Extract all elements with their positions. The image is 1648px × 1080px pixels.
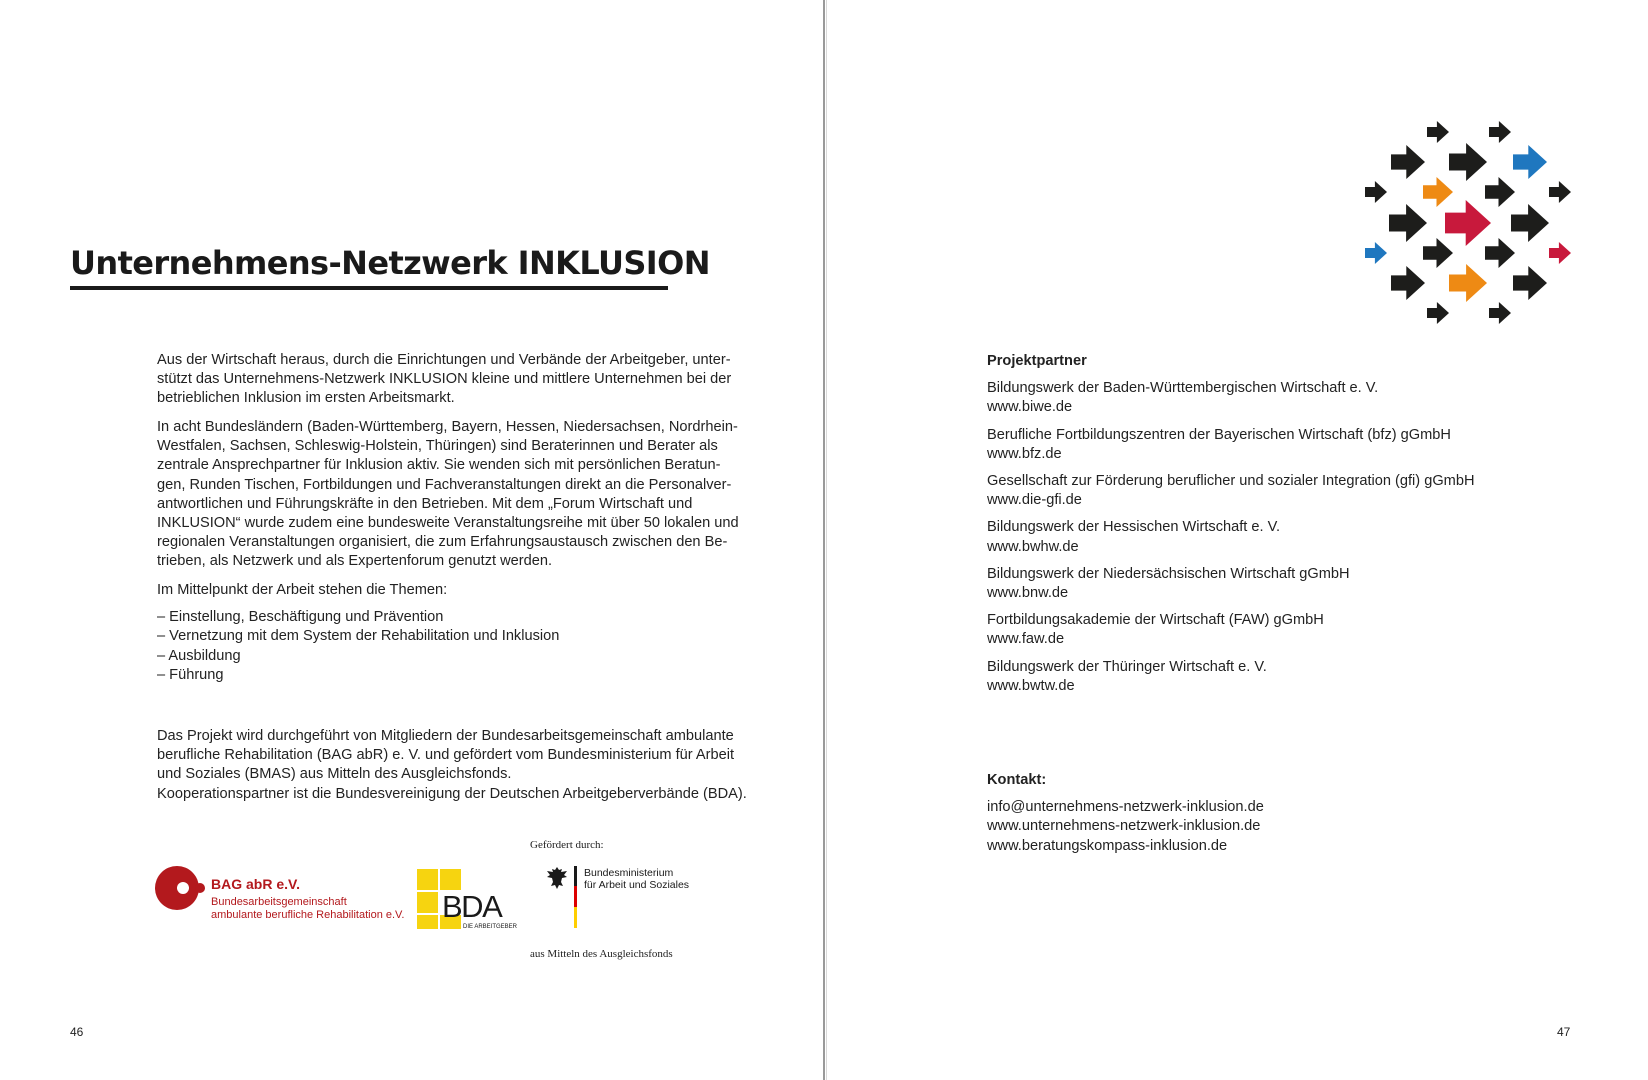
contact-website[interactable]: www.unternehmens-netzwerk-inklusion.de [987, 818, 1261, 835]
text-line: berufliche Rehabilitation (BAG abR) e. V. und gefördert vom Bundesministerium für Arbeit [157, 747, 735, 764]
arrow-icon [1365, 181, 1387, 203]
text-line: Aus der Wirtschaft heraus, durch die Einrichtungen und Verbände der Arbeitgeber, unter- [157, 352, 731, 368]
flag-stripe-black [574, 866, 577, 886]
bag-abr-logo [155, 866, 405, 926]
bmas-logo [546, 866, 706, 932]
page-number-left: 46 [70, 1025, 84, 1039]
fund-note: aus Mitteln des Ausgleichsfonds [530, 948, 673, 960]
federal-eagle-icon [546, 866, 568, 890]
text-line: INKLUSION“ wurde zudem eine bundesweite Veranstaltungsreihe mit über 50 lokalen und [157, 515, 739, 532]
bag-circle-icon [155, 866, 207, 918]
list-item: – Führung [157, 666, 224, 683]
text-line: zentrale Ansprechpartner für Inklusion aktiv. Sie wenden sich mit persönlichen Beratun- [157, 457, 721, 474]
partner-item [987, 611, 1547, 649]
partner-url[interactable]: www.bnw.de [987, 585, 1069, 602]
text-line: betrieblichen Inklusion im ersten Arbeitsmarkt. [157, 390, 455, 407]
partners-section [987, 352, 1547, 696]
partner-item [987, 658, 1547, 696]
network-arrows-logo [1360, 120, 1590, 340]
arrow-icon [1489, 121, 1511, 143]
contact-email[interactable]: info@unternehmens-netzwerk-inklusion.de [987, 799, 1264, 816]
arrow-icon [1511, 204, 1549, 242]
bda-logo [417, 869, 518, 931]
partner-url[interactable]: www.bwtw.de [987, 677, 1075, 694]
page-gutter [823, 0, 825, 1080]
intro-paragraph [157, 351, 757, 409]
arrow-icon [1549, 242, 1571, 264]
text-line: Kooperationspartner ist die Bundesvereinigung der Deutschen Arbeitgeberverbände (BDA). [157, 785, 747, 802]
arrow-icon [1449, 143, 1487, 181]
partner-item [987, 518, 1547, 556]
arrow-icon [1427, 121, 1449, 143]
partner-url[interactable]: www.biwe.de [987, 399, 1073, 416]
text-line: stützt das Unternehmens-Netzwerk INKLUSION kleine und mittlere Unternehmen bei der [157, 371, 732, 388]
text-line: antwortlichen und Führungskräfte in den Betrieben. Mit dem „Forum Wirtschaft und [157, 495, 693, 512]
arrow-icon [1389, 204, 1427, 242]
contact-heading: Kontakt: [987, 772, 1047, 788]
arrow-icon [1489, 302, 1511, 324]
arrow-icon [1391, 145, 1425, 179]
text-line: trieben, als Netzwerk und als Expertenforum genutzt werden. [157, 553, 553, 570]
arrow-icon [1485, 238, 1515, 268]
arrow-icon [1513, 145, 1547, 179]
partner-name: Berufliche Fortbildungszentren der Bayerischen Wirtschaft (bfz) gGmbH [987, 426, 1451, 443]
page-title: Unternehmens-Netzwerk INKLUSION [70, 244, 710, 282]
partner-name: Gesellschaft zur Förderung beruflicher und sozialer Integration (gfi) gGmbH [987, 473, 1475, 490]
partner-item [987, 472, 1547, 510]
bda-logo-name: BDA [442, 889, 502, 924]
arrow-icon [1485, 177, 1515, 207]
partner-url[interactable]: www.faw.de [987, 631, 1065, 648]
partner-name: Bildungswerk der Hessischen Wirtschaft e. V. [987, 519, 1281, 536]
text-line: gen, Runden Tischen, Fortbildungen und Fachveranstaltungen direkt an die Personalver- [157, 476, 732, 493]
contact-section [987, 771, 1547, 856]
topics-list [157, 608, 757, 685]
flag-stripe-gold [574, 907, 577, 928]
arrow-icon [1445, 200, 1491, 246]
partner-name: Bildungswerk der Thüringer Wirtschaft e. V. [987, 658, 1267, 675]
partner-item [987, 426, 1547, 464]
list-item: – Einstellung, Beschäftigung und Prävention [157, 609, 444, 626]
funded-by-label: Gefördert durch: [530, 839, 604, 851]
partner-item [987, 565, 1547, 603]
bag-logo-subtitle: Bundesarbeitsgemeinschaft ambulante berufliche Rehabilitation e.V. [211, 896, 405, 921]
arrow-icon [1391, 266, 1425, 300]
partner-item [987, 379, 1547, 417]
bmas-logo-text: Bundesministerium für Arbeit und Soziales [584, 867, 690, 891]
partner-name: Bildungswerk der Baden-Württembergischen Wirtschaft e. V. [987, 380, 1379, 397]
flag-stripe-red [574, 886, 577, 907]
arrow-icon [1513, 266, 1547, 300]
text-line: Das Projekt wird durchgeführt von Mitgliedern der Bundesarbeitsgemeinschaft ambulante [157, 728, 734, 744]
contact-list [987, 798, 1547, 856]
bda-logo-subtitle: DIE ARBEITGEBER [463, 924, 518, 930]
text-line: regionalen Veranstaltungen organisiert, die zum Erfahrungsaustausch zwischen den Be- [157, 534, 728, 551]
partner-url[interactable]: www.bfz.de [987, 445, 1062, 462]
arrow-icon [1549, 181, 1571, 203]
text-line: und Soziales (BMAS) aus Mitteln des Ausgleichsfonds. [157, 766, 512, 783]
bag-logo-name: BAG abR e.V. [211, 876, 300, 892]
topics-intro: Im Mittelpunkt der Arbeit stehen die Themen: [157, 582, 448, 598]
partner-name: Bildungswerk der Niedersächsischen Wirtschaft gGmbH [987, 565, 1350, 582]
arrow-icon [1365, 242, 1387, 264]
topics-section [157, 581, 757, 685]
partner-name: Fortbildungsakademie der Wirtschaft (FAW) gGmbH [987, 612, 1324, 629]
text-line: Westfalen, Sachsen, Schleswig-Holstein, Thüringen) sind Beraterinnen und Berater als [157, 438, 718, 455]
arrow-icon [1449, 264, 1487, 302]
contact-website[interactable]: www.beratungskompass-inklusion.de [987, 837, 1228, 854]
partner-url[interactable]: www.bwhw.de [987, 538, 1079, 555]
page-number-right: 47 [1557, 1025, 1571, 1039]
arrow-icon [1423, 177, 1453, 207]
text-line: In acht Bundesländern (Baden-Württemberg, Bayern, Hessen, Niedersachsen, Nordrhein- [157, 419, 738, 435]
left-page [0, 0, 823, 1080]
list-item: – Ausbildung [157, 647, 241, 664]
list-item: – Vernetzung mit dem System der Rehabilitation und Inklusion [157, 628, 560, 645]
arrow-icon [1427, 302, 1449, 324]
page-gutter-shadow [826, 0, 827, 1080]
project-paragraph [157, 727, 757, 804]
arrow-icon [1423, 238, 1453, 268]
partner-url[interactable]: www.die-gfi.de [987, 492, 1082, 509]
title-underline [70, 286, 668, 290]
states-paragraph [157, 418, 757, 572]
partners-heading: Projektpartner [987, 353, 1087, 369]
